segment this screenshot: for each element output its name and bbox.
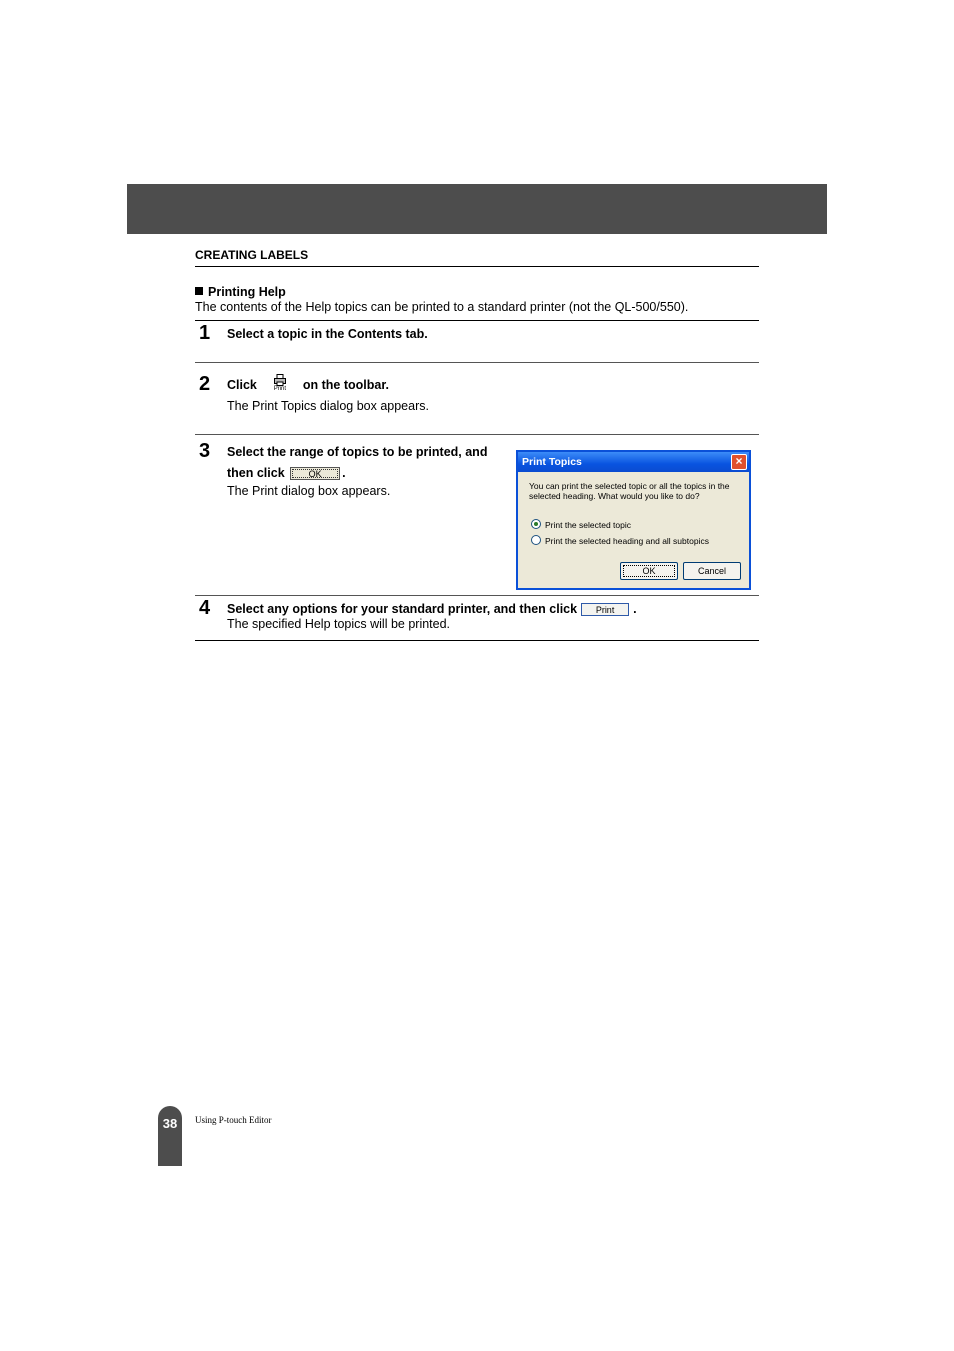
cancel-button[interactable]: Cancel (683, 562, 741, 580)
printer-icon-caption: Print (273, 385, 287, 392)
intro-text: The contents of the Help topics can be printed to a standard printer (not the QL-500/550). (195, 300, 689, 314)
step-2-text-after: on the toolbar. (302, 378, 389, 392)
header-band (127, 184, 827, 234)
step-2-text-before: Click (227, 378, 257, 392)
step-3-text (227, 442, 487, 484)
step-divider (195, 320, 759, 321)
printer-icon (269, 374, 291, 394)
step-4-text-before: Select any options for your standard printer, and then click (227, 602, 578, 616)
step-number-1: 1 (199, 322, 211, 344)
close-icon[interactable]: × (731, 454, 747, 470)
dialog-title: Print Topics (522, 456, 582, 468)
page-number: 38 (162, 1116, 178, 1131)
radio-checked-icon[interactable] (531, 519, 541, 529)
page-tab (158, 1106, 182, 1166)
subheading-text: Printing Help (208, 285, 286, 299)
print-button-image: Print (581, 603, 629, 616)
option-label: Print the selected heading and all subtopics (545, 536, 709, 546)
step-number-2: 2 (199, 373, 211, 395)
step-4-subtext: The specified Help topics will be printed. (227, 617, 451, 631)
step-2-subtext: The Print Topics dialog box appears. (227, 399, 429, 413)
option-heading-and-subtopics[interactable] (531, 535, 709, 546)
option-label: Print the selected topic (545, 520, 631, 530)
step-3-line2-before: then click (227, 466, 285, 480)
section-rule (195, 266, 759, 267)
square-bullet-icon (195, 287, 203, 295)
step-3-subtext: The Print dialog box appears. (227, 484, 391, 498)
bottom-rule (195, 640, 759, 641)
step-number-3: 3 (199, 440, 211, 462)
ok-button-image: OK (290, 467, 340, 480)
section-title: CREATING LABELS (195, 248, 309, 262)
option-selected-topic[interactable] (531, 519, 631, 530)
step-4-text-after: . (633, 602, 637, 616)
ok-button[interactable]: OK (620, 562, 678, 580)
step-3-line2 (227, 463, 487, 484)
step-1-text: Select a topic in the Contents tab. (227, 327, 428, 341)
step-3-line2-after: . (342, 466, 346, 480)
step-number-4: 4 (199, 597, 211, 619)
step-divider (195, 434, 759, 435)
footer-text: Using P-touch Editor (195, 1115, 272, 1125)
step-divider (195, 595, 759, 596)
step-divider (195, 362, 759, 363)
step-2-text (227, 375, 389, 396)
dialog-message: You can print the selected topic or all the topics in the selected heading. What would you like to do? (529, 481, 730, 501)
radio-unchecked-icon[interactable] (531, 535, 541, 545)
subheading (195, 285, 286, 299)
step-3-line1: Select the range of topics to be printed, and (227, 445, 488, 459)
print-topics-dialog (516, 450, 751, 590)
dialog-titlebar (518, 452, 749, 472)
